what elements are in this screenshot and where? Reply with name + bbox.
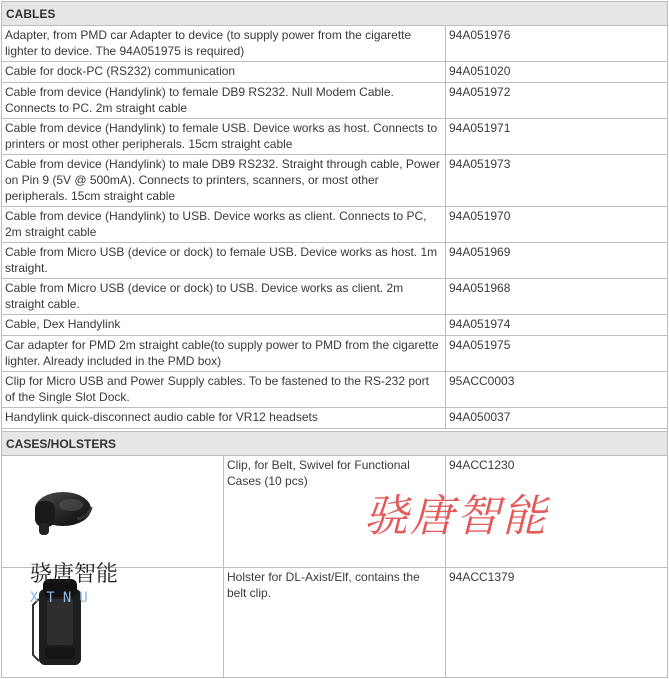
item-description: Cable from device (Handylink) to male DB9 RS232. Straight through cable, Power on Pin 9 (5V @ 500mA). Connects to printers, scanners, or most other peripherals. 15cm straight cable <box>2 155 446 207</box>
table-row <box>2 26 668 62</box>
item-description: Holster for DL-Axist/Elf, contains the belt clip. <box>224 568 446 678</box>
item-description: Clip, for Belt, Swivel for Functional Cases (10 pcs) <box>224 456 446 568</box>
item-description: Cable from Micro USB (device or dock) to female USB. Device works as host. 1m straight. <box>2 243 446 279</box>
watermark-small: 骁唐智能 <box>30 562 119 587</box>
table-row <box>2 336 668 372</box>
item-description: Handylink quick-disconnect audio cable for VR12 headsets <box>2 408 446 429</box>
table-row <box>2 408 668 429</box>
section-header-cables <box>2 2 668 26</box>
table-row <box>2 243 668 279</box>
item-description: Clip for Micro USB and Power Supply cables. To be fastened to the RS-232 port of the Single Slot Dock. <box>2 372 446 408</box>
part-number: 94A050037 <box>446 408 668 429</box>
part-number: 94A051972 <box>446 83 668 119</box>
product-image-cell <box>2 568 224 678</box>
belt-clip-image <box>5 457 109 565</box>
product-image-cell <box>2 456 224 568</box>
part-number: 94A051971 <box>446 119 668 155</box>
item-description: Cable from device (Handylink) to female DB9 RS232. Null Modem Cable. Connects to PC. 2m straight cable <box>2 83 446 119</box>
watermark-large: 骁唐智能 <box>364 491 548 542</box>
table-row <box>2 207 668 243</box>
part-number: 94ACC1230 <box>446 456 668 568</box>
watermark-small-subtitle: XTNU <box>30 590 96 606</box>
part-number: 95ACC0003 <box>446 372 668 408</box>
item-description: Car adapter for PMD 2m straight cable(to supply power to PMD from the cigarette lighter. Already included in the PMD box) <box>2 336 446 372</box>
part-number: 94ACC1379 <box>446 568 668 678</box>
part-number: 94A051975 <box>446 336 668 372</box>
section-title: CABLES <box>2 2 668 26</box>
part-number: 94A051970 <box>446 207 668 243</box>
table-row <box>2 315 668 336</box>
part-number: 94A051974 <box>446 315 668 336</box>
belt-clip-icon <box>5 457 109 565</box>
item-description: Cable from Micro USB (device or dock) to USB. Device works as client. 2m straight cable. <box>2 279 446 315</box>
part-number: 94A051969 <box>446 243 668 279</box>
catalog-table <box>1 1 668 678</box>
table-row <box>2 155 668 207</box>
part-number: 94A051020 <box>446 62 668 83</box>
item-description: Cable for dock-PC (RS232) communication <box>2 62 446 83</box>
table-row <box>2 372 668 408</box>
item-description: Cable, Dex Handylink <box>2 315 446 336</box>
item-description: Cable from device (Handylink) to USB. Device works as client. Connects to PC, 2m straight cable <box>2 207 446 243</box>
table-row <box>2 279 668 315</box>
table-row <box>2 568 668 678</box>
table-row <box>2 62 668 83</box>
item-description: Cable from device (Handylink) to female USB. Device works as host. Connects to printers or most other peripherals. 15cm straight cable <box>2 119 446 155</box>
table-row <box>2 83 668 119</box>
holster-image <box>5 569 109 675</box>
table-row <box>2 456 668 568</box>
holster-icon <box>5 569 109 675</box>
section-title: CASES/HOLSTERS <box>2 432 668 456</box>
item-description: Adapter, from PMD car Adapter to device (to supply power from the cigarette lighter to device. The 94A051975 is required) <box>2 26 446 62</box>
part-number: 94A051968 <box>446 279 668 315</box>
table-row <box>2 119 668 155</box>
part-number: 94A051973 <box>446 155 668 207</box>
part-number: 94A051976 <box>446 26 668 62</box>
section-header-cases <box>2 432 668 456</box>
